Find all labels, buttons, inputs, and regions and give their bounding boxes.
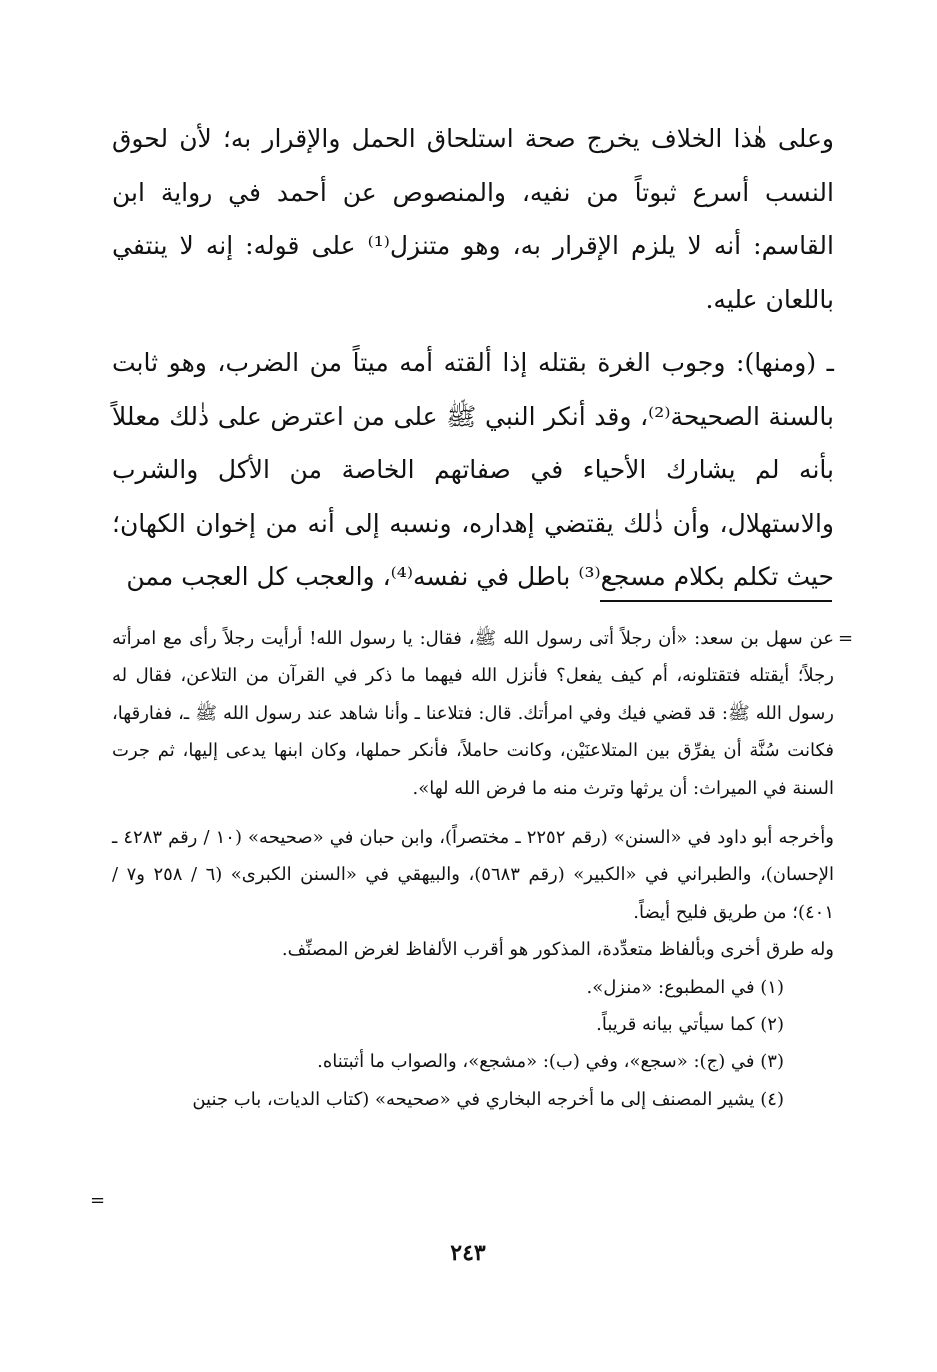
paragraph-1: وعلى هٰذا الخلاف يخرج صحة استلحاق الحمل والإقرار به؛ لأن لحوق النسب أسرع ثبوتاً من نفيه، والمنصوص عن أحمد في رواية ابن القاسم: أنه لا يلزم الإقرار به، وهو متنزل⁽¹⁾ على قوله: إنه لا ينتفي باللعان عليه. (112, 124, 834, 314)
footnote-separator (600, 600, 832, 602)
continuation-mark-top: = (838, 628, 854, 649)
footnotes (112, 620, 834, 1118)
footnote-1: (١) في المطبوع: «منزل». (586, 976, 784, 998)
footnote-2: (٢) كما سيأتي بيانه قريباً. (596, 1014, 784, 1036)
footnote-continuation-takhrij: وأخرجه أبو داود في «السنن» (رقم ٢٢٥٢ ـ مختصراً)، وابن حبان في «صحيحه» (١٠ / رقم ٤٢٨٣ ـ الإحسان)، والطبراني في «الكبير» (رقم ٥٦٨٣)، والبيهقي في «السنن الكبرى» (٦ / ٢٥٨ و٧ / ٤٠١)؛ من طريق فليح أيضاً. (112, 827, 834, 923)
main-text (112, 112, 834, 604)
page-number: ٢٤٣ (450, 1240, 486, 1266)
continuation-mark-bottom: = (90, 1190, 106, 1211)
paragraph-2: ـ (ومنها): وجوب الغرة بقتله إذا ألقته أمه ميتاً من الضرب، وهو ثابت بالسنة الصحيحة⁽²⁾، وقد أنكر النبي ﷺ على من اعترض على ذٰلك معللاً بأنه لم يشارك الأحياء في صفاتهم الخاصة من الأكل والشرب والاستهلال، وأن ذٰلك يقتضي إهداره، ونسبه إلى أنه من إخوان الكهان؛ حيث تكلم بكلام مسجع⁽³⁾ باطل في نفسه⁽⁴⁾، والعجب كل العجب ممن (112, 348, 834, 591)
footnote-continuation-hadith: عن سهل بن سعد: «أن رجلاً أتى رسول الله ﷺ، فقال: يا رسول الله! أرأيت رجلاً رأى مع امرأته رجلاً؛ أيقتله فتقتلونه، أم كيف يفعل؟ فأنزل الله فيهما ما ذكر في القرآن من التلاعن، فقال له رسول الله ﷺ: قد قضي فيك وفي امرأتك. قال: فتلاعنا ـ وأنا شاهد عند رسول الله ﷺ ـ، ففارقها، فكانت سُنَّة أن يفرِّق بين المتلاعنَيْن، وكانت حاملاً، فأنكر حملها، وكان ابنها يدعى إليها، ثم جرت السنة في الميراث: أن يرثها وترث منه ما فرض الله لها». (112, 628, 834, 799)
footnote-4: (٤) يشير المصنف إلى ما أخرجه البخاري في «صحيحه» (كتاب الديات، باب جنين (192, 1088, 784, 1110)
footnote-3: (٣) في (ج): «سجع»، وفي (ب): «مشجع»، والصواب ما أثبتناه. (317, 1051, 784, 1073)
footnote-continuation-note: وله طرق أخرى وبألفاظ متعدِّدة، المذكور هو أقرب الألفاظ لغرض المصنِّف. (281, 939, 834, 961)
